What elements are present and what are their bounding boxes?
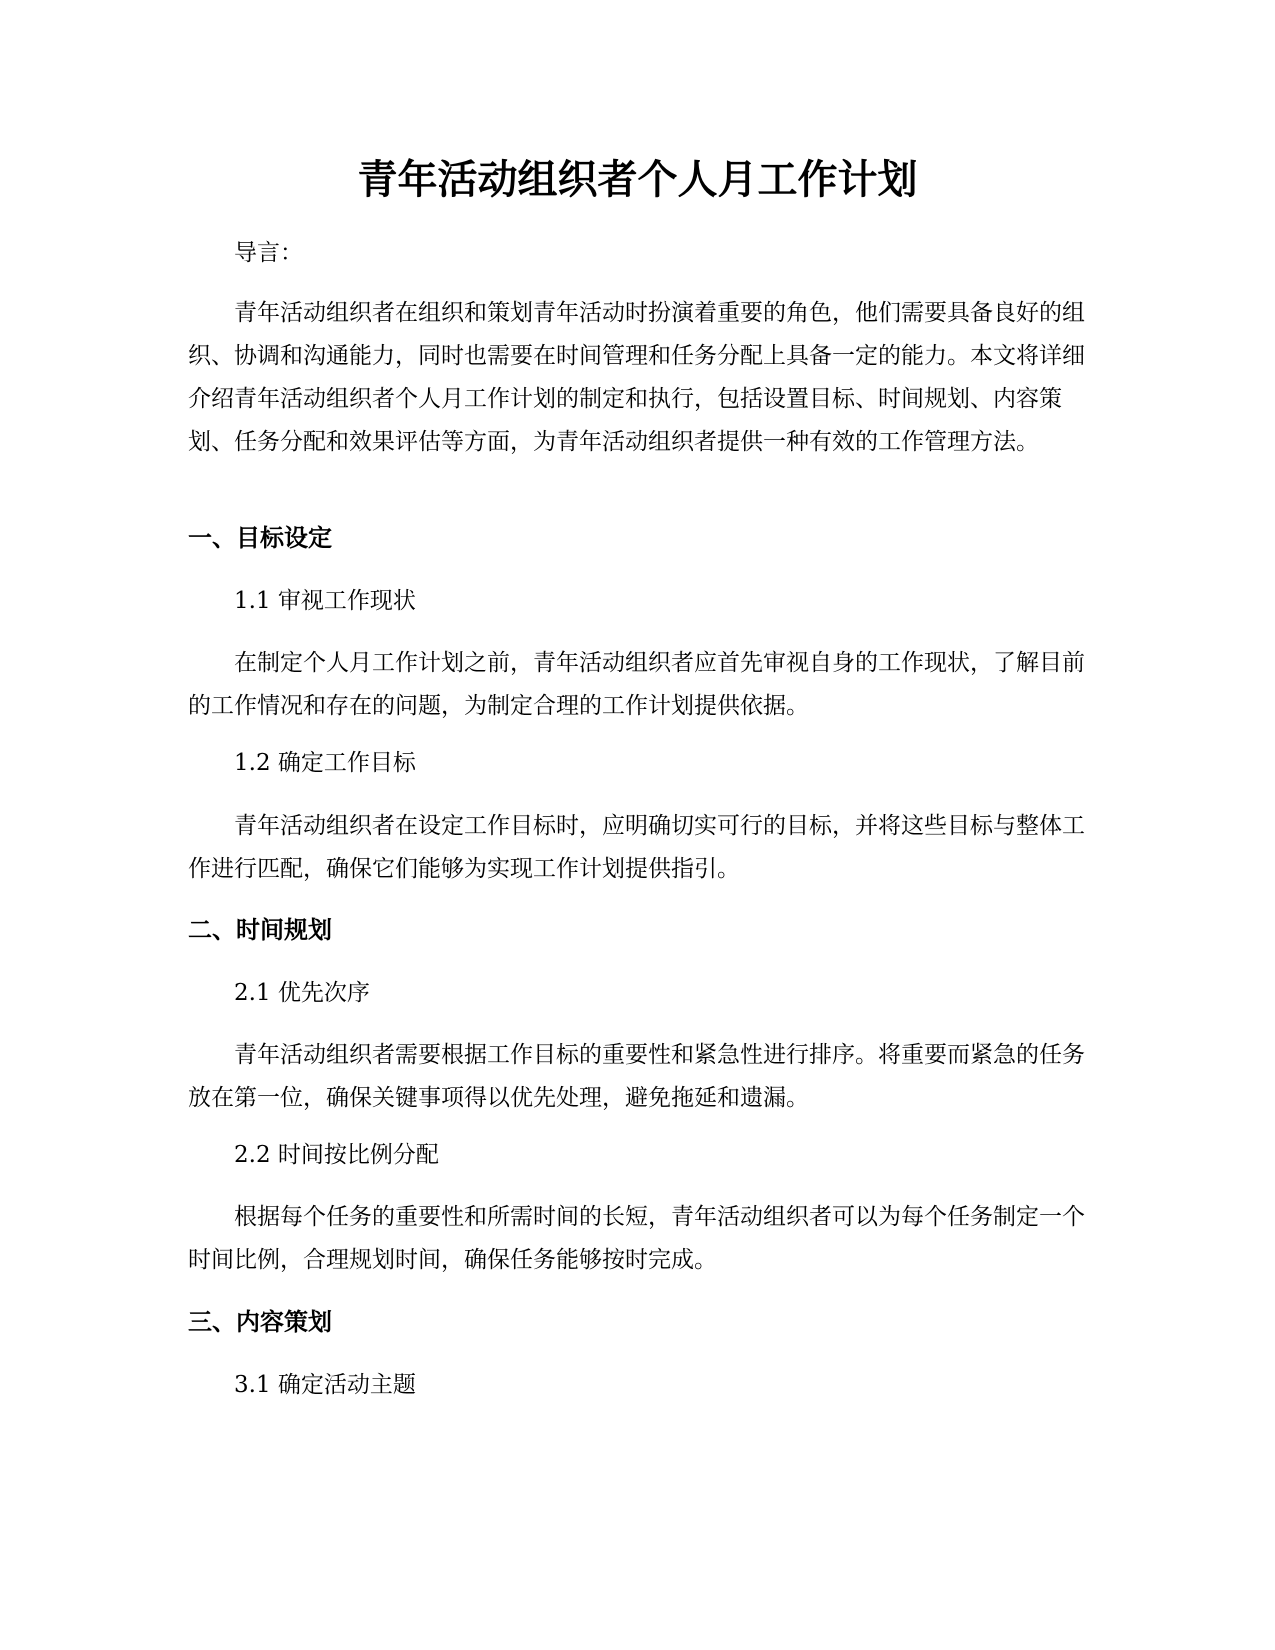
section-heading-time-planning: 二、时间规划 <box>188 916 332 944</box>
subsection-title-1-1: 1.1 审视工作现状 <box>234 588 416 614</box>
subsection-body-1-2: 青年活动组织者在设定工作目标时，应明确切实可行的目标，并将这些目标与整体工作进行匹配，确保它们能够为实现工作计划提供指引。 <box>188 813 1085 882</box>
document-title: 青年活动组织者个人月工作计划 <box>357 157 918 203</box>
subsection-title-3-1: 3.1 确定活动主题 <box>234 1372 416 1398</box>
section-heading-goals: 一、目标设定 <box>188 524 332 552</box>
subsection-body-2-2: 根据每个任务的重要性和所需时间的长短，青年活动组织者可以为每个任务制定一个时间比例，合理规划时间，确保任务能够按时完成。 <box>188 1204 1085 1273</box>
subsection-title-1-2: 1.2 确定工作目标 <box>234 750 416 776</box>
section-heading-content-planning: 三、内容策划 <box>188 1308 332 1336</box>
intro-label: 导言： <box>234 240 303 266</box>
subsection-title-2-2: 2.2 时间按比例分配 <box>234 1142 439 1168</box>
subsection-body-1-1: 在制定个人月工作计划之前，青年活动组织者应首先审视自身的工作现状，了解目前的工作情况和存在的问题，为制定合理的工作计划提供依据。 <box>188 650 1085 719</box>
subsection-title-2-1: 2.1 优先次序 <box>234 980 370 1006</box>
subsection-body-2-1: 青年活动组织者需要根据工作目标的重要性和紧急性进行排序。将重要而紧急的任务放在第一位，确保关键事项得以优先处理，避免拖延和遗漏。 <box>188 1042 1085 1111</box>
intro-paragraph: 青年活动组织者在组织和策划青年活动时扮演着重要的角色，他们需要具备良好的组织、协调和沟通能力，同时也需要在时间管理和任务分配上具备一定的能力。本文将详细介绍青年活动组织者个人月工作计划的制定和执行，包括设置目标、时间规划、内容策划、任务分配和效果评估等方面，为青年活动组织者提供一种有效的工作管理方法。 <box>188 300 1085 455</box>
